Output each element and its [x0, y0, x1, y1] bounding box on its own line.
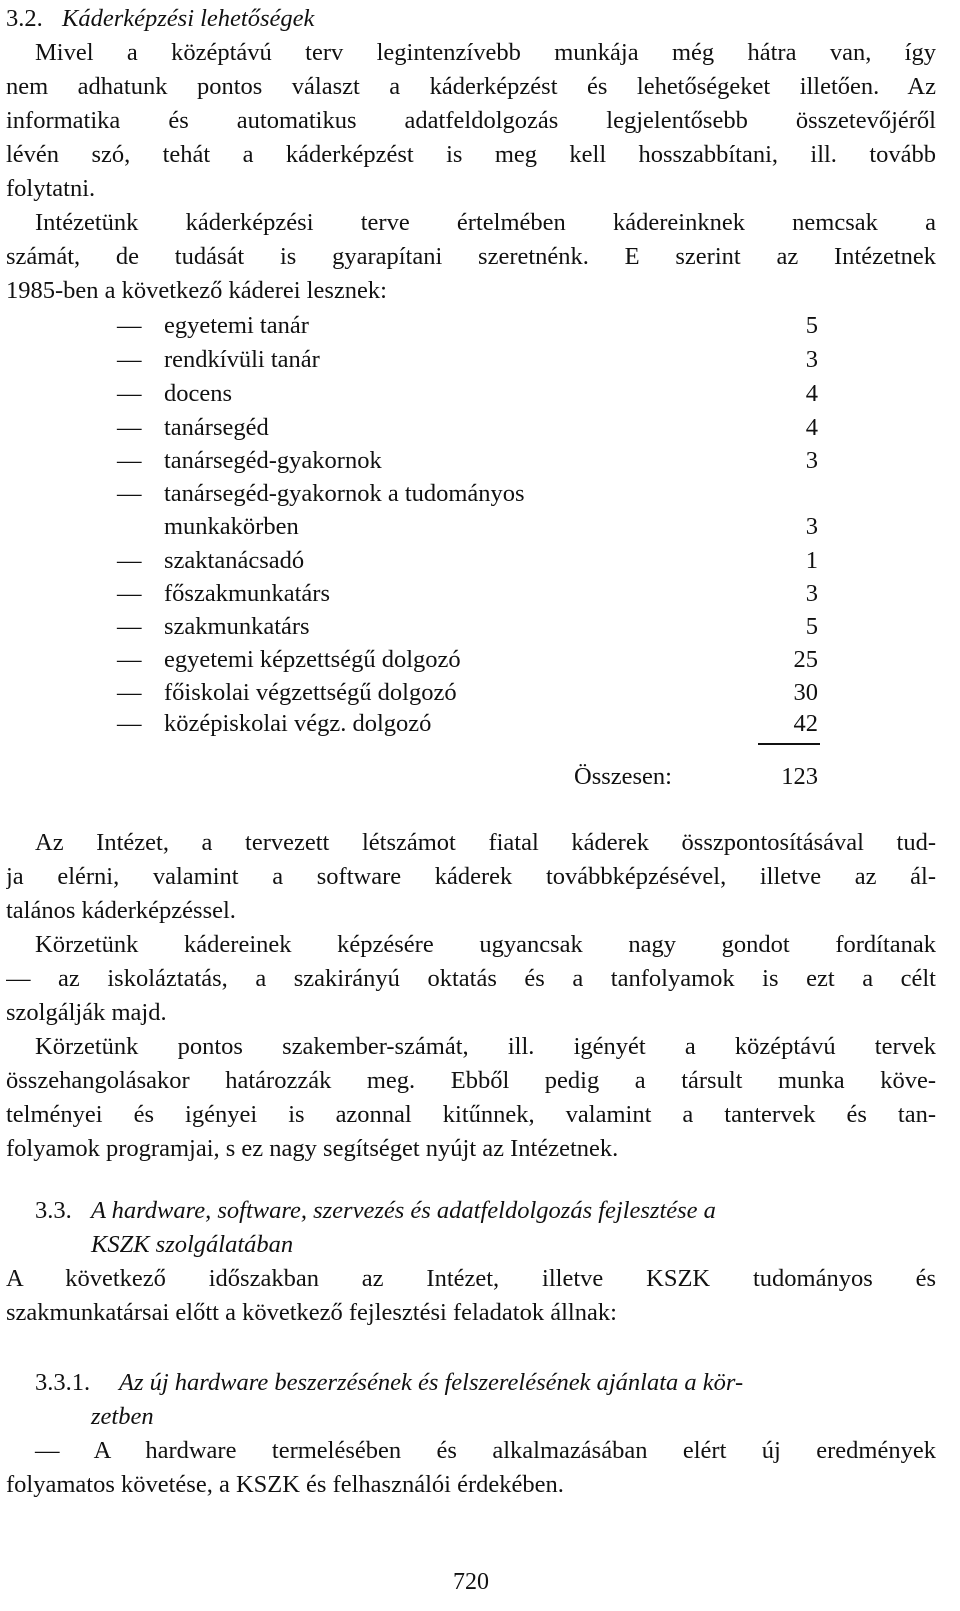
list-dash: — — [117, 679, 142, 706]
list-count: 3 — [805, 447, 818, 474]
list-count: 3 — [805, 580, 818, 607]
total-value: 123 — [781, 763, 818, 790]
list-label: tanársegéd-gyakornok a tudományos — [164, 480, 525, 507]
paragraph-line: informatika és automatikus adatfeldolgozás legjelentősebb összetevőjéről — [6, 107, 936, 134]
list-count: 5 — [805, 613, 818, 640]
list-label: munkakörben — [164, 513, 299, 540]
paragraph-line: Intézetünk káderképzési terve értelmében kádereinknek nemcsak a — [35, 209, 936, 236]
section-title-continuation: zetben — [91, 1403, 154, 1430]
paragraph-line: Körzetünk kádereinek képzésére ugyancsak nagy gondot fordítanak — [35, 931, 936, 958]
paragraph-line: Az Intézet, a tervezett létszámot fiatal káderek összpontosításával tud- — [35, 829, 936, 856]
list-item — [6, 477, 936, 511]
list-dash: — — [117, 580, 142, 607]
list-item — [6, 444, 936, 478]
paragraph-line: — A hardware termelésében és alkalmazásában elért új eredmények — [35, 1437, 936, 1464]
section-3-3-heading — [6, 1194, 936, 1228]
list-dash: — — [117, 312, 142, 339]
list-label: főszakmunkatárs — [164, 580, 330, 607]
paragraph-line: folyamok programjai, s ez nagy segítséget nyújt az Intézetnek. — [6, 1135, 619, 1162]
list-label: szaktanácsadó — [164, 547, 305, 574]
section-title: A hardware, software, szervezés és adatfeldolgozás fejlesztése a — [91, 1197, 716, 1224]
list-item — [6, 309, 936, 343]
paragraph-line: számát, de tudását is gyarapítani szeretnénk. E szerint az Intézetnek — [6, 243, 936, 270]
list-item — [6, 643, 936, 677]
paragraph-line: A következő időszakban az Intézet, illetve KSZK tudományos és — [6, 1265, 936, 1292]
section-number: 3.3. — [35, 1197, 72, 1224]
list-item — [6, 676, 936, 710]
list-count: 30 — [793, 679, 818, 706]
paragraph-line: nem adhatunk pontos választ a káderképzést és lehetőségeket illetően. Az — [6, 73, 936, 100]
list-dash: — — [117, 480, 142, 507]
paragraph-line: folyamatos követése, a KSZK és felhasználói érdekében. — [6, 1471, 564, 1498]
paragraph-line: lévén szó, tehát a káderképzést is meg kell hosszabbítani, ill. tovább — [6, 141, 936, 168]
paragraph-line: 1985-ben a következő káderei lesznek: — [6, 277, 387, 304]
list-dash: — — [117, 380, 142, 407]
list-label: docens — [164, 380, 233, 407]
list-label: főiskolai végzettségű dolgozó — [164, 679, 457, 706]
list-count: 42 — [793, 710, 818, 737]
list-label: rendkívüli tanár — [164, 346, 320, 373]
list-item — [6, 411, 936, 445]
list-item — [6, 544, 936, 578]
list-label: középiskolai végz. dolgozó — [164, 710, 432, 737]
section-title-continuation: KSZK szolgálatában — [91, 1231, 294, 1258]
paragraph-line: folytatni. — [6, 175, 96, 202]
section-number: 3.3.1. — [35, 1369, 91, 1396]
list-item — [6, 577, 936, 611]
list-label: egyetemi képzettségű dolgozó — [164, 646, 461, 673]
section-3-3-1-heading — [6, 1366, 936, 1400]
list-dash: — — [117, 346, 142, 373]
list-count: 5 — [805, 312, 818, 339]
section-title: Az új hardware beszerzésének és felszerelésének ajánlata a kör- — [119, 1369, 744, 1396]
total-label: Összesen: — [574, 763, 672, 790]
list-item — [6, 707, 936, 741]
list-label: tanársegéd — [164, 414, 269, 441]
list-dash: — — [117, 447, 142, 474]
paragraph-line: Mivel a középtávú terv legintenzívebb munkája még hátra van, így — [35, 39, 936, 66]
paragraph-line: szakmunkatársai előtt a következő fejlesztési feladatok állnak: — [6, 1299, 617, 1326]
list-label: egyetemi tanár — [164, 312, 309, 339]
list-dash: — — [117, 613, 142, 640]
list-dash: — — [117, 646, 142, 673]
paragraph-line: — az iskoláztatás, a szakirányú oktatás és a tanfolyamok is ezt a célt — [6, 965, 936, 992]
list-dash: — — [117, 414, 142, 441]
list-item — [6, 377, 936, 411]
list-count: 3 — [805, 346, 818, 373]
paragraph-line: telményei és igényei is azonnal kitűnnek, valamint a tantervek és tan- — [6, 1101, 936, 1128]
list-item — [6, 610, 936, 644]
paragraph-line: talános káderképzéssel. — [6, 897, 236, 924]
list-label: szakmunkatárs — [164, 613, 310, 640]
section-title: Káderképzési lehetőségek — [62, 5, 315, 32]
page-number: 720 — [453, 1569, 489, 1595]
list-item — [6, 510, 936, 544]
total-divider — [758, 743, 820, 745]
section-number: 3.2. — [6, 5, 43, 32]
list-count: 4 — [805, 414, 818, 441]
list-dash: — — [117, 710, 142, 737]
list-dash: — — [117, 547, 142, 574]
list-count: 3 — [805, 513, 818, 540]
section-3-2-heading — [6, 2, 936, 36]
paragraph-line: Körzetünk pontos szakember-számát, ill. igényét a középtávú tervek — [35, 1033, 936, 1060]
list-count: 25 — [793, 646, 818, 673]
list-count: 4 — [805, 380, 818, 407]
list-item — [6, 343, 936, 377]
paragraph-line: ja elérni, valamint a software káderek továbbképzésével, illetve az ál- — [6, 863, 936, 890]
list-count: 1 — [805, 547, 818, 574]
paragraph-line: szolgálják majd. — [6, 999, 167, 1026]
list-label: tanársegéd-gyakornok — [164, 447, 382, 474]
paragraph-line: összehangolásakor határozzák meg. Ebből pedig a társult munka köve- — [6, 1067, 936, 1094]
